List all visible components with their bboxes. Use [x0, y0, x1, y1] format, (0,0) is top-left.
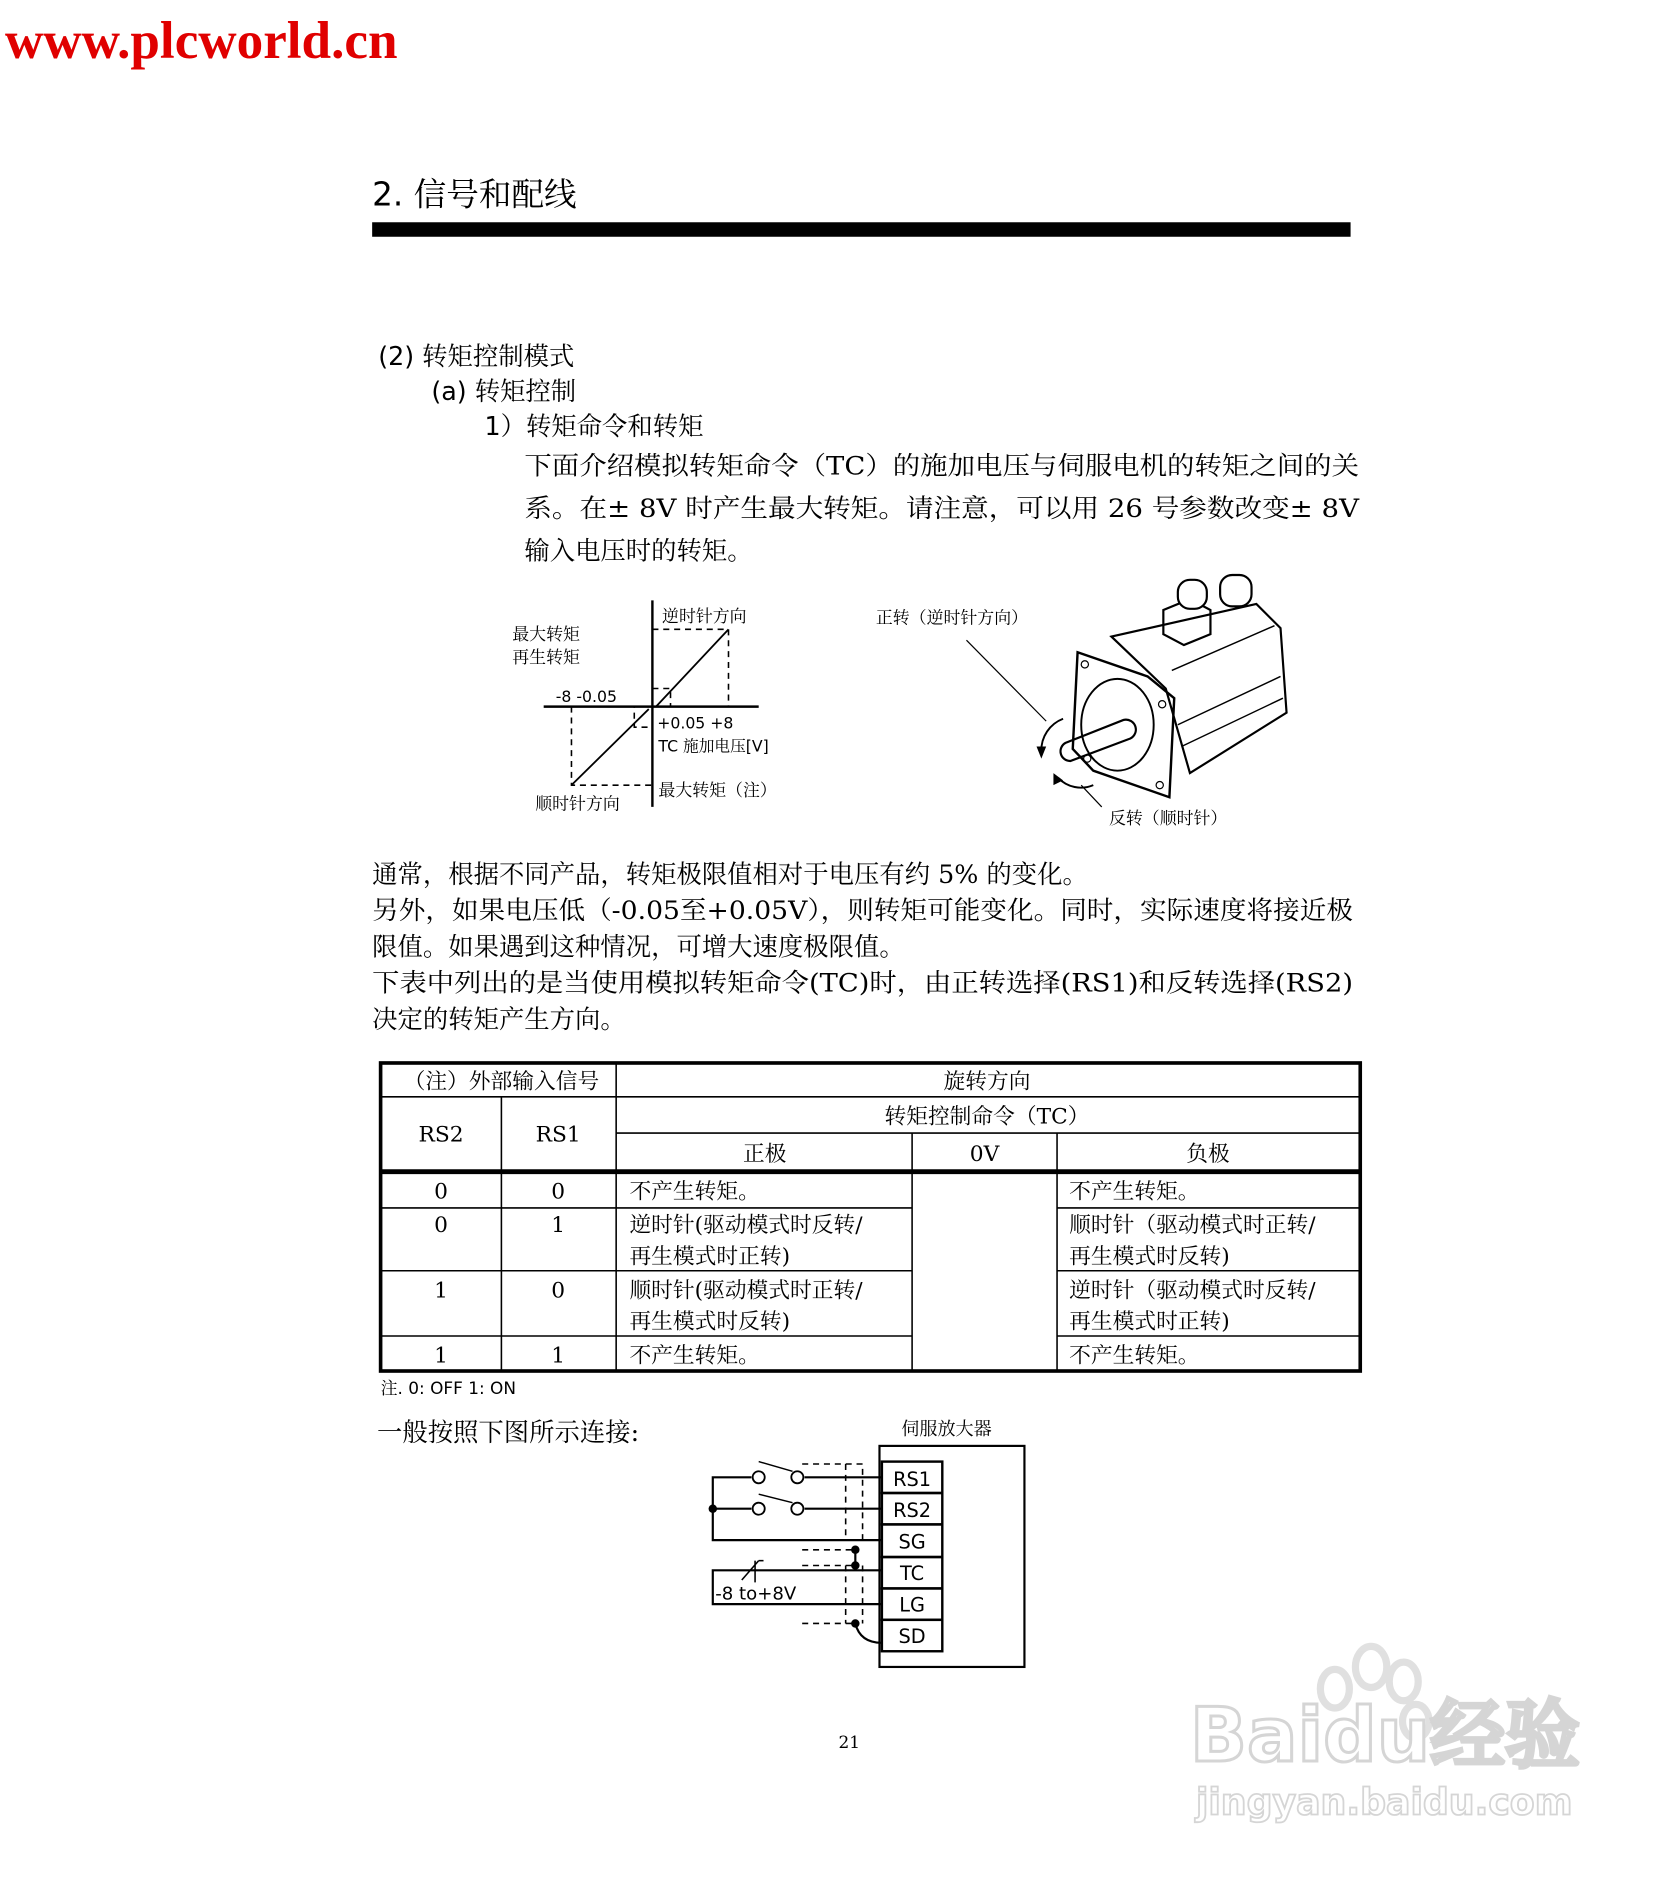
graph-deadband-box-neg: [634, 707, 652, 728]
graph-y-label: 再生转矩: [512, 647, 580, 668]
forward-rotation-label: 正转（逆时针方向）: [875, 607, 1029, 628]
graph-cw-label: 顺时针方向: [535, 793, 620, 814]
graph-ccw-line: [656, 629, 728, 706]
cell-rs2: 0: [434, 1213, 448, 1239]
section-title-bar: [372, 222, 1350, 236]
cell-rs1: 1: [551, 1343, 566, 1369]
intro-line: 输入电压时的转矩。: [524, 535, 753, 566]
header-rotation-direction: 旋转方向: [943, 1069, 1031, 1095]
terminal-tc: TC: [900, 1561, 925, 1585]
terminal-rs2: RS2: [893, 1499, 932, 1523]
watermark-url: jingyan.baidu.com: [1195, 1780, 1573, 1824]
rotation-direction-table: [381, 1063, 1361, 1371]
header-rs1: RS1: [535, 1122, 581, 1148]
terminal-sd: SD: [898, 1624, 926, 1648]
terminal-lg: LG: [899, 1593, 925, 1617]
encoder-connector: [1220, 575, 1251, 606]
graph-y-label: 最大转矩: [512, 624, 580, 645]
notes-line: 决定的转矩产生方向。: [372, 1003, 626, 1034]
cell-positive: 再生模式时正转): [629, 1244, 791, 1270]
header-rs2: RS2: [418, 1122, 464, 1148]
ccw-arrow-icon: [1041, 719, 1063, 752]
wiring-diagram: [709, 1419, 1025, 1667]
intro-line: 下面介绍模拟转矩命令（TC）的施加电压与伺服电机的转矩之间的关: [524, 450, 1360, 481]
heading-torque-command: 1）转矩命令和转矩: [484, 410, 704, 441]
cell-rs2: 0: [434, 1179, 448, 1205]
graph-ccw-label: 逆时针方向: [662, 606, 747, 627]
terminal-sg: SG: [898, 1530, 926, 1554]
servo-amplifier-label: 伺服放大器: [901, 1419, 992, 1441]
cw-arrow-icon: [1058, 778, 1093, 788]
notes-line: 下表中列出的是当使用模拟转矩命令(TC)时，由正转选择(RS1)和反转选择(RS2): [372, 967, 1353, 998]
cell-rs2: 1: [434, 1278, 448, 1304]
reverse-rotation-label: 反转（顺时针）: [1108, 807, 1228, 828]
cell-negative: 顺时针（驱动模式时正转/: [1069, 1213, 1316, 1239]
voltage-range-label: -8 to+8V: [715, 1583, 797, 1605]
motor-connector: [1178, 580, 1207, 609]
cell-rs2: 1: [434, 1343, 448, 1369]
notes-line: 限值。如果遇到这种情况，可增大速度极限值。: [372, 931, 905, 962]
cell-rs1: 0: [551, 1278, 566, 1304]
heading-torque-control-mode: (2) 转矩控制模式: [378, 340, 575, 371]
torque-voltage-graph: [512, 600, 777, 813]
graph-max-torque-note: 最大转矩（注）: [658, 780, 777, 801]
cell-positive: 不产生转矩。: [629, 1179, 760, 1205]
cell-rs1: 0: [551, 1179, 566, 1205]
site-url-link[interactable]: www.plcworld.cn: [4, 11, 398, 70]
cell-negative: 不产生转矩。: [1069, 1179, 1200, 1205]
intro-line: 系。在± 8V 时产生最大转矩。请注意，可以用 26 号参数改变± 8V: [524, 492, 1360, 523]
cell-positive: 不产生转矩。: [629, 1343, 760, 1369]
terminal-rs1: RS1: [893, 1467, 932, 1491]
heading-torque-control: (a) 转矩控制: [431, 375, 577, 406]
page-number: 21: [838, 1731, 861, 1752]
servo-motor-illustration: [876, 575, 1287, 828]
cell-negative: 不产生转矩。: [1069, 1343, 1200, 1369]
cell-positive: 再生模式时反转): [629, 1309, 791, 1335]
cell-negative: 再生模式时正转): [1069, 1309, 1230, 1335]
header-positive: 正极: [742, 1141, 787, 1167]
notes-line: 另外，如果电压低（-0.05至+0.05V），则转矩可能变化。同时，实际速度将接近极: [372, 895, 1353, 926]
header-zero-volt: 0V: [969, 1141, 1000, 1167]
graph-cw-line: [571, 709, 648, 785]
cell-negative: 逆时针（驱动模式时反转/: [1069, 1278, 1316, 1304]
motor-flange-ring: [1081, 679, 1153, 771]
baidu-jingyan-watermark: [1190, 1646, 1580, 1823]
header-torque-command: 转矩控制命令（TC）: [884, 1104, 1090, 1130]
section-title: 2. 信号和配线: [372, 175, 577, 214]
cell-negative: 再生模式时反转): [1069, 1244, 1230, 1270]
potentiometer-icon: [742, 1561, 764, 1583]
watermark-brand: Baidu经验: [1189, 1691, 1580, 1780]
header-external-input: （注）外部输入信号: [403, 1069, 600, 1095]
graph-pos-ticks: +0.05 +8: [657, 713, 734, 733]
connect-instruction: 一般按照下图所示连接:: [376, 1417, 640, 1448]
graph-neg-ticks: -8 -0.05: [555, 686, 617, 706]
cell-positive: 逆时针(驱动模式时反转/: [629, 1213, 863, 1239]
cell-rs1: 1: [551, 1213, 566, 1239]
graph-x-label: TC 施加电压[V]: [658, 736, 769, 756]
cell-positive: 顺时针(驱动模式时正转/: [629, 1278, 863, 1304]
header-negative: 负极: [1186, 1141, 1230, 1167]
table-note: 注. 0: OFF 1: ON: [380, 1377, 516, 1398]
graph-deadband-box-pos: [652, 689, 670, 707]
switch-contacts: [753, 1471, 804, 1514]
notes-line: 通常，根据不同产品，转矩极限值相对于电压有约 5% 的变化。: [372, 858, 1088, 889]
